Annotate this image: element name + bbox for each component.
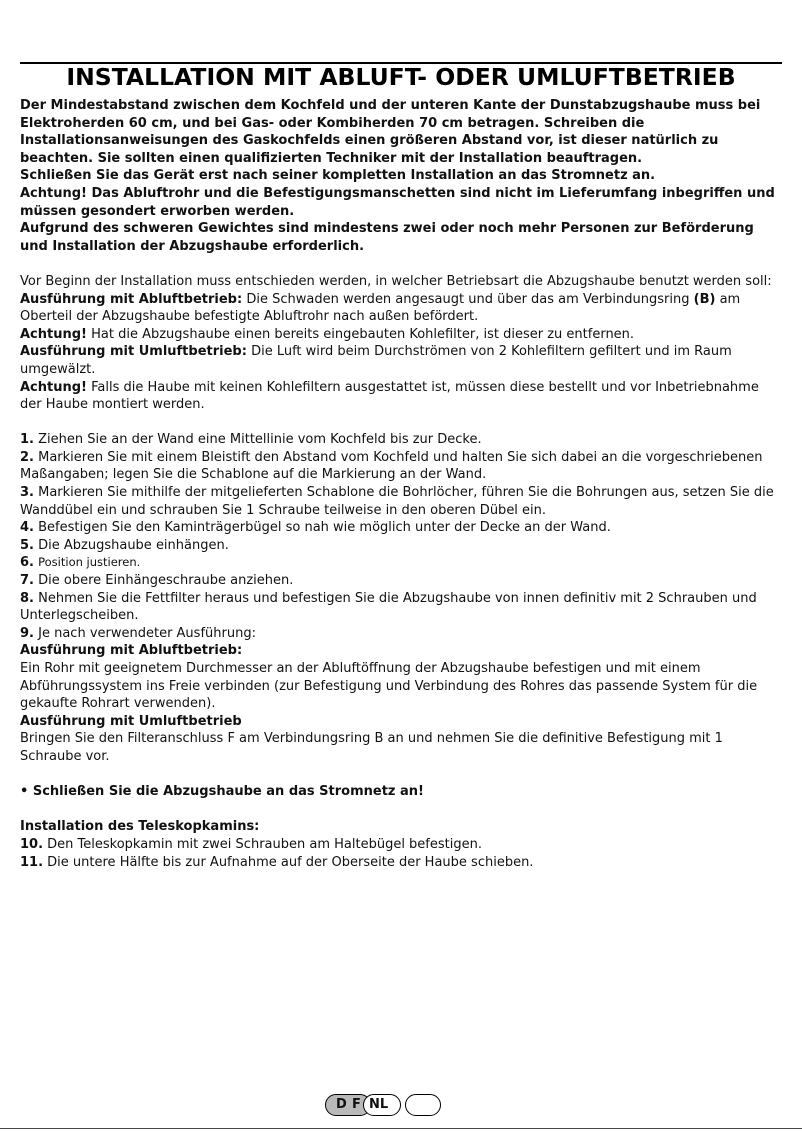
language-d-label: D bbox=[336, 1097, 347, 1112]
page-title: INSTALLATION MIT ABLUFT- ODER UMLUFTBETRIEB bbox=[66, 63, 736, 91]
step-item bbox=[20, 625, 782, 643]
step-number: 2. bbox=[20, 449, 34, 465]
exhaust-section-text: Ein Rohr mit geeignetem Durchmesser an der Abluftöffnung der Abzugshaube befestigen und mit einem Abführungssystem ins Freie verbinden (zur Befestigung und Verbindung des Rohres das passende System für die gekaufte Rohrart verwenden). bbox=[20, 661, 758, 712]
warning-order-filters bbox=[20, 379, 782, 414]
language-f-label: F bbox=[352, 1097, 361, 1112]
step-text: Je nach verwendeter Ausführung: bbox=[38, 625, 256, 641]
step-text: Den Teleskopkamin mit zwei Schrauben am Haltebügel befestigen. bbox=[47, 836, 482, 852]
step-text: Position justieren. bbox=[38, 555, 141, 570]
modes-intro: Vor Beginn der Installation muss entschieden werden, in welcher Betriebsart die Abzugshaube benutzt werden soll: bbox=[20, 273, 772, 289]
step-item bbox=[20, 431, 782, 449]
step-item bbox=[20, 854, 782, 872]
step-text: Nehmen Sie die Fettfilter heraus und befestigen Sie die Abzugshaube von innen definitiv mit 2 Schrauben und Unterlegscheiben. bbox=[20, 590, 757, 624]
language-pill-empty bbox=[405, 1094, 441, 1116]
step-number: 8. bbox=[20, 590, 34, 606]
intro-paragraph: Achtung! Das Abluftrohr und die Befestigungsmanschetten sind nicht im Lieferumfang inbegriffen und müssen gesondert erworben werden. bbox=[20, 185, 775, 219]
language-nl-label: NL bbox=[369, 1097, 389, 1112]
mode-recirculation bbox=[20, 343, 782, 378]
language-indicator bbox=[325, 1094, 455, 1118]
telescope-heading: Installation des Teleskopkamins: bbox=[20, 819, 260, 835]
mode-exhaust-text-a: Die Schwaden werden angesaugt und über das am Verbindungsring bbox=[246, 291, 690, 307]
ring-b-label: (B) bbox=[693, 291, 716, 307]
warning-label: Achtung! bbox=[20, 326, 87, 342]
mode-exhaust-text-b: am Oberteil der Abzugshaube befestigte Abluftrohr nach außen befördert. bbox=[20, 291, 741, 325]
step-item bbox=[20, 836, 782, 854]
step-number: 7. bbox=[20, 573, 34, 589]
document-body bbox=[20, 97, 782, 871]
warning-text: Hat die Abzugshaube einen bereits eingebauten Kohlefilter, ist dieser zu entfernen. bbox=[91, 326, 635, 342]
power-connection-note: • Schließen Sie die Abzugshaube an das Stromnetz an! bbox=[20, 784, 424, 800]
step-number: 1. bbox=[20, 432, 34, 448]
step-number: 5. bbox=[20, 537, 34, 553]
mode-recirculation-label: Ausführung mit Umluftbetrieb: bbox=[20, 344, 247, 360]
step-item bbox=[20, 537, 782, 555]
step-text: Die Abzugshaube einhängen. bbox=[38, 537, 229, 553]
recirc-section-text: Bringen Sie den Filteranschluss F am Verbindungsring B an und nehmen Sie die definitive Befestigung mit 1 Schraube vor. bbox=[20, 731, 723, 764]
step-item bbox=[20, 590, 782, 625]
step-text: Die obere Einhängeschraube anziehen. bbox=[38, 573, 294, 589]
step-number: 9. bbox=[20, 625, 34, 641]
step-number: 6. bbox=[20, 555, 34, 571]
step-text: Befestigen Sie den Kaminträgerbügel so nah wie möglich unter der Decke an der Wand. bbox=[38, 520, 611, 536]
step-text: Markieren Sie mit einem Bleistift den Abstand vom Kochfeld und halten Sie sich dabei an die vorgeschriebenen Maßangaben; legen Sie die Schablone auf die Markierung an der Wand. bbox=[20, 449, 763, 483]
step-number: 4. bbox=[20, 520, 34, 536]
step-text: Die untere Hälfte bis zur Aufnahme auf der Oberseite der Haube schieben. bbox=[47, 854, 534, 870]
warning-label: Achtung! bbox=[20, 379, 87, 395]
step-number: 3. bbox=[20, 485, 34, 501]
warning-carbon-filter bbox=[20, 326, 782, 344]
step-item bbox=[20, 449, 782, 484]
bottom-rule bbox=[0, 1128, 802, 1129]
intro-paragraph: Schließen Sie das Gerät erst nach seiner kompletten Installation an das Stromnetz an. bbox=[20, 168, 656, 184]
warning-text: Falls die Haube mit keinen Kohlefiltern ausgestattet ist, müssen diese bestellt und vor Inbetriebnahme der Haube montiert werden. bbox=[20, 379, 759, 413]
intro-paragraph: Der Mindestabstand zwischen dem Kochfeld und der unteren Kante der Dunstabzugshaube muss bei Elektroherden 60 cm, und bei Gas- oder Kombiherden 70 cm betragen. Schreiben die Installationsanweisungen des Gaskochfelds einen größeren Abstand vor, ist dieser natürlich zu beachten. Sie sollten einen qualifizierten Techniker mit der Installation beauftragen. bbox=[20, 98, 761, 166]
recirc-section-heading: Ausführung mit Umluftbetrieb bbox=[20, 713, 242, 729]
step-item bbox=[20, 554, 782, 572]
step-text: Markieren Sie mithilfe der mitgelieferten Schablone die Bohrlöcher, führen Sie die Bohrungen aus, setzen Sie die Wanddübel ein und schrauben Sie 1 Schraube teilweise in den oberen Dübel ein. bbox=[20, 485, 774, 518]
step-item bbox=[20, 484, 782, 519]
mode-exhaust bbox=[20, 291, 782, 326]
intro-paragraph: Aufgrund des schweren Gewichtes sind mindestens zwei oder noch mehr Personen zur Beförderung und Installation der Abzugshaube erforderlich. bbox=[20, 221, 754, 254]
exhaust-section-heading: Ausführung mit Abluftbetrieb: bbox=[20, 643, 243, 659]
step-item bbox=[20, 572, 782, 590]
step-item bbox=[20, 519, 782, 537]
step-text: Ziehen Sie an der Wand eine Mittellinie vom Kochfeld bis zur Decke. bbox=[38, 432, 482, 448]
step-number: 10. bbox=[20, 836, 44, 852]
step-number: 11. bbox=[20, 854, 44, 870]
mode-exhaust-label: Ausführung mit Abluftbetrieb: bbox=[20, 291, 243, 307]
mode-recirculation-text: Die Luft wird beim Durchströmen von 2 Kohlefiltern gefiltert und im Raum umgewälzt. bbox=[20, 344, 732, 377]
